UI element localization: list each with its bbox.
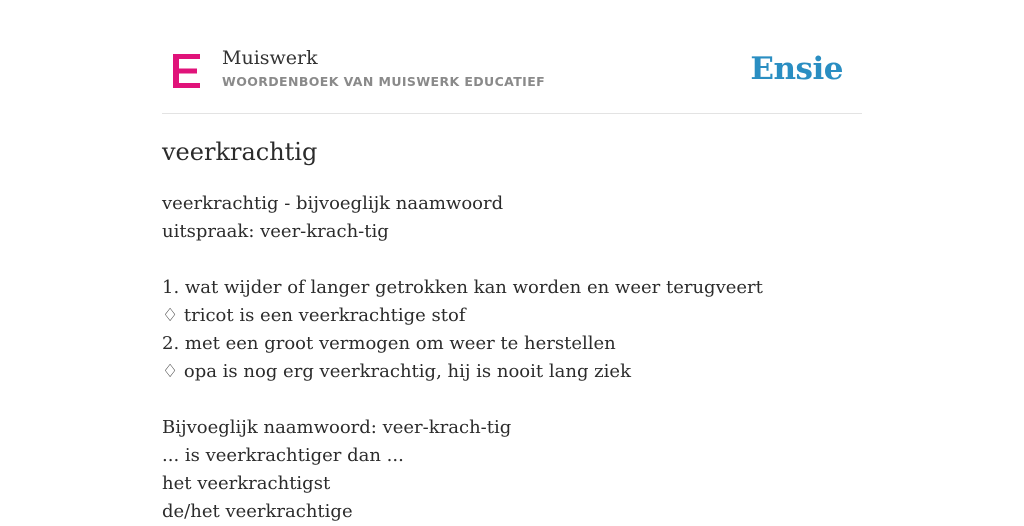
- brand-name[interactable]: Muiswerk: [222, 47, 318, 69]
- brand-block[interactable]: [222, 45, 545, 90]
- ensie-logo-link[interactable]: Ensie: [750, 51, 843, 87]
- entry-body: [162, 190, 862, 526]
- entry-line: ♢ tricot is een veerkrachtige stof: [162, 305, 466, 326]
- site-header: [162, 0, 862, 114]
- entry-line: Bijvoeglijk naamwoord: veer-krach-tig: [162, 417, 512, 438]
- entry-line: ... is veerkrachtiger dan ...: [162, 445, 404, 466]
- muiswerk-logo-icon[interactable]: [173, 54, 200, 88]
- entry-title: veerkrachtig: [162, 138, 318, 166]
- entry-line: 1. wat wijder of langer getrokken kan worden en weer terugveert: [162, 277, 763, 298]
- entry-line: het veerkrachtigst: [162, 473, 331, 494]
- blank-line: [162, 386, 862, 414]
- brand-subtitle: WOORDENBOEK VAN MUISWERK EDUCATIEF: [222, 74, 546, 89]
- entry-line: ♢ opa is nog erg veerkrachtig, hij is nooit lang ziek: [162, 361, 631, 382]
- entry-line: de/het veerkrachtige: [162, 501, 353, 522]
- entry-line: 2. met een groot vermogen om weer te herstellen: [162, 333, 616, 354]
- entry-line: uitspraak: veer-krach-tig: [162, 221, 389, 242]
- blank-line: [162, 246, 862, 274]
- page-container: [162, 0, 862, 522]
- entry-line: veerkrachtig - bijvoeglijk naamwoord: [162, 193, 504, 214]
